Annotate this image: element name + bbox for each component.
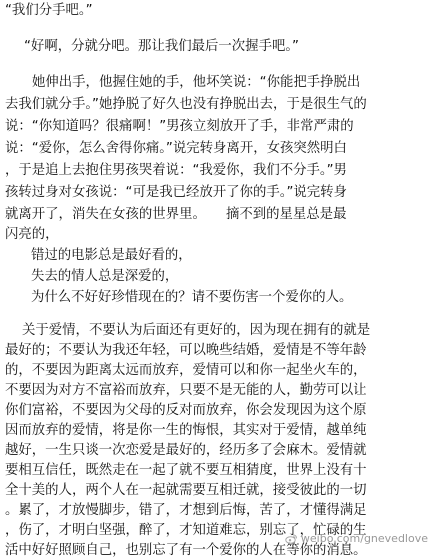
paragraph-line: 闪亮的， bbox=[5, 227, 59, 242]
paragraph-line: 错过的电影总是最好看的， bbox=[31, 248, 192, 263]
paragraph-line: “我们分手吧。” bbox=[5, 3, 93, 18]
paragraph-line: 的，不要因为距离太远而放弃，爱情可以和你一起坐火车的， bbox=[5, 363, 367, 378]
paragraph-line: 越好，一生只谈一次恋爱是最好的，经历多了会麻木。爱情就 bbox=[5, 443, 367, 458]
weibo-icon bbox=[285, 533, 298, 544]
paragraph-line: 她伸出手，他握住她的手，他坏笑说：“你能把手挣脱出 bbox=[32, 75, 361, 90]
paragraph-line: 你们富裕，不要因为父母的反对而放弃，你会发现因为这个原 bbox=[5, 403, 367, 418]
paragraph-line: 最好的；不要认为我还年轻，可以晚些结婚，爱情是不等年龄 bbox=[5, 343, 367, 358]
paragraph-line: 说：“爱你，怎么舍得你痛。”说完转身离开，女孩突然明白 bbox=[5, 141, 347, 156]
paragraph-line: 不要因为对方不富裕而放弃，只要不是无能的人，勤劳可以让 bbox=[5, 383, 367, 398]
paragraph-line: 活中好好照顾自己，也别忘了有一个爱你的人在等你的消息。 bbox=[5, 543, 367, 558]
paragraph-line: 要相互信任，既然走在一起了就不要互相猜度，世界上没有十 bbox=[5, 463, 367, 478]
watermark-text[interactable]: weibo.com/gnevedlove bbox=[300, 531, 428, 545]
paragraph-line: 关于爱情，不要认为后面还有更好的，因为现在拥有的就是 bbox=[22, 323, 371, 338]
paragraph-line: 。累了，才放慢脚步，错了，才想到后悔，苦了，才懂得满足 bbox=[5, 503, 367, 518]
paragraph-line: 为什么不好好珍惜现在的？请不要伤害一个爱你的人。 bbox=[31, 290, 353, 305]
paragraph-line: 去我们就分手。”她挣脱了好久也没有挣脱出去，于是很生气的 bbox=[5, 97, 367, 112]
paragraph-line: 全十美的人，两个人在一起就需要互相迁就，接受彼此的一切 bbox=[5, 483, 367, 498]
paragraph-line: 孩转过身对女孩说：“可是我已经放开了你的手。”说完转身 bbox=[5, 185, 347, 200]
paragraph-line: “好啊，分就分吧。那让我们最后一次握手吧。” bbox=[24, 39, 299, 54]
paragraph-line: 说：“你知道吗？很痛啊！”男孩立刻放开了手，非常严肃的 bbox=[5, 119, 354, 134]
paragraph-line: 失去的情人总是深爱的， bbox=[31, 269, 179, 284]
paragraph-line: 就离开了，消失在女孩的世界里。 摘不到的星星总是最 bbox=[5, 207, 347, 222]
watermark bbox=[232, 530, 428, 546]
paragraph-line: ，伤了，才明白坚强，醉了，才知道难忘，别忘了，忙碌的生 bbox=[5, 523, 367, 538]
paragraph-line: 因而放弃的爱情，将是你一生的悔恨，其实对于爱情，越单纯 bbox=[5, 423, 367, 438]
paragraph-line: ，于是追上去抱住男孩哭着说：“我爱你，我们不分手。”男 bbox=[5, 163, 347, 178]
